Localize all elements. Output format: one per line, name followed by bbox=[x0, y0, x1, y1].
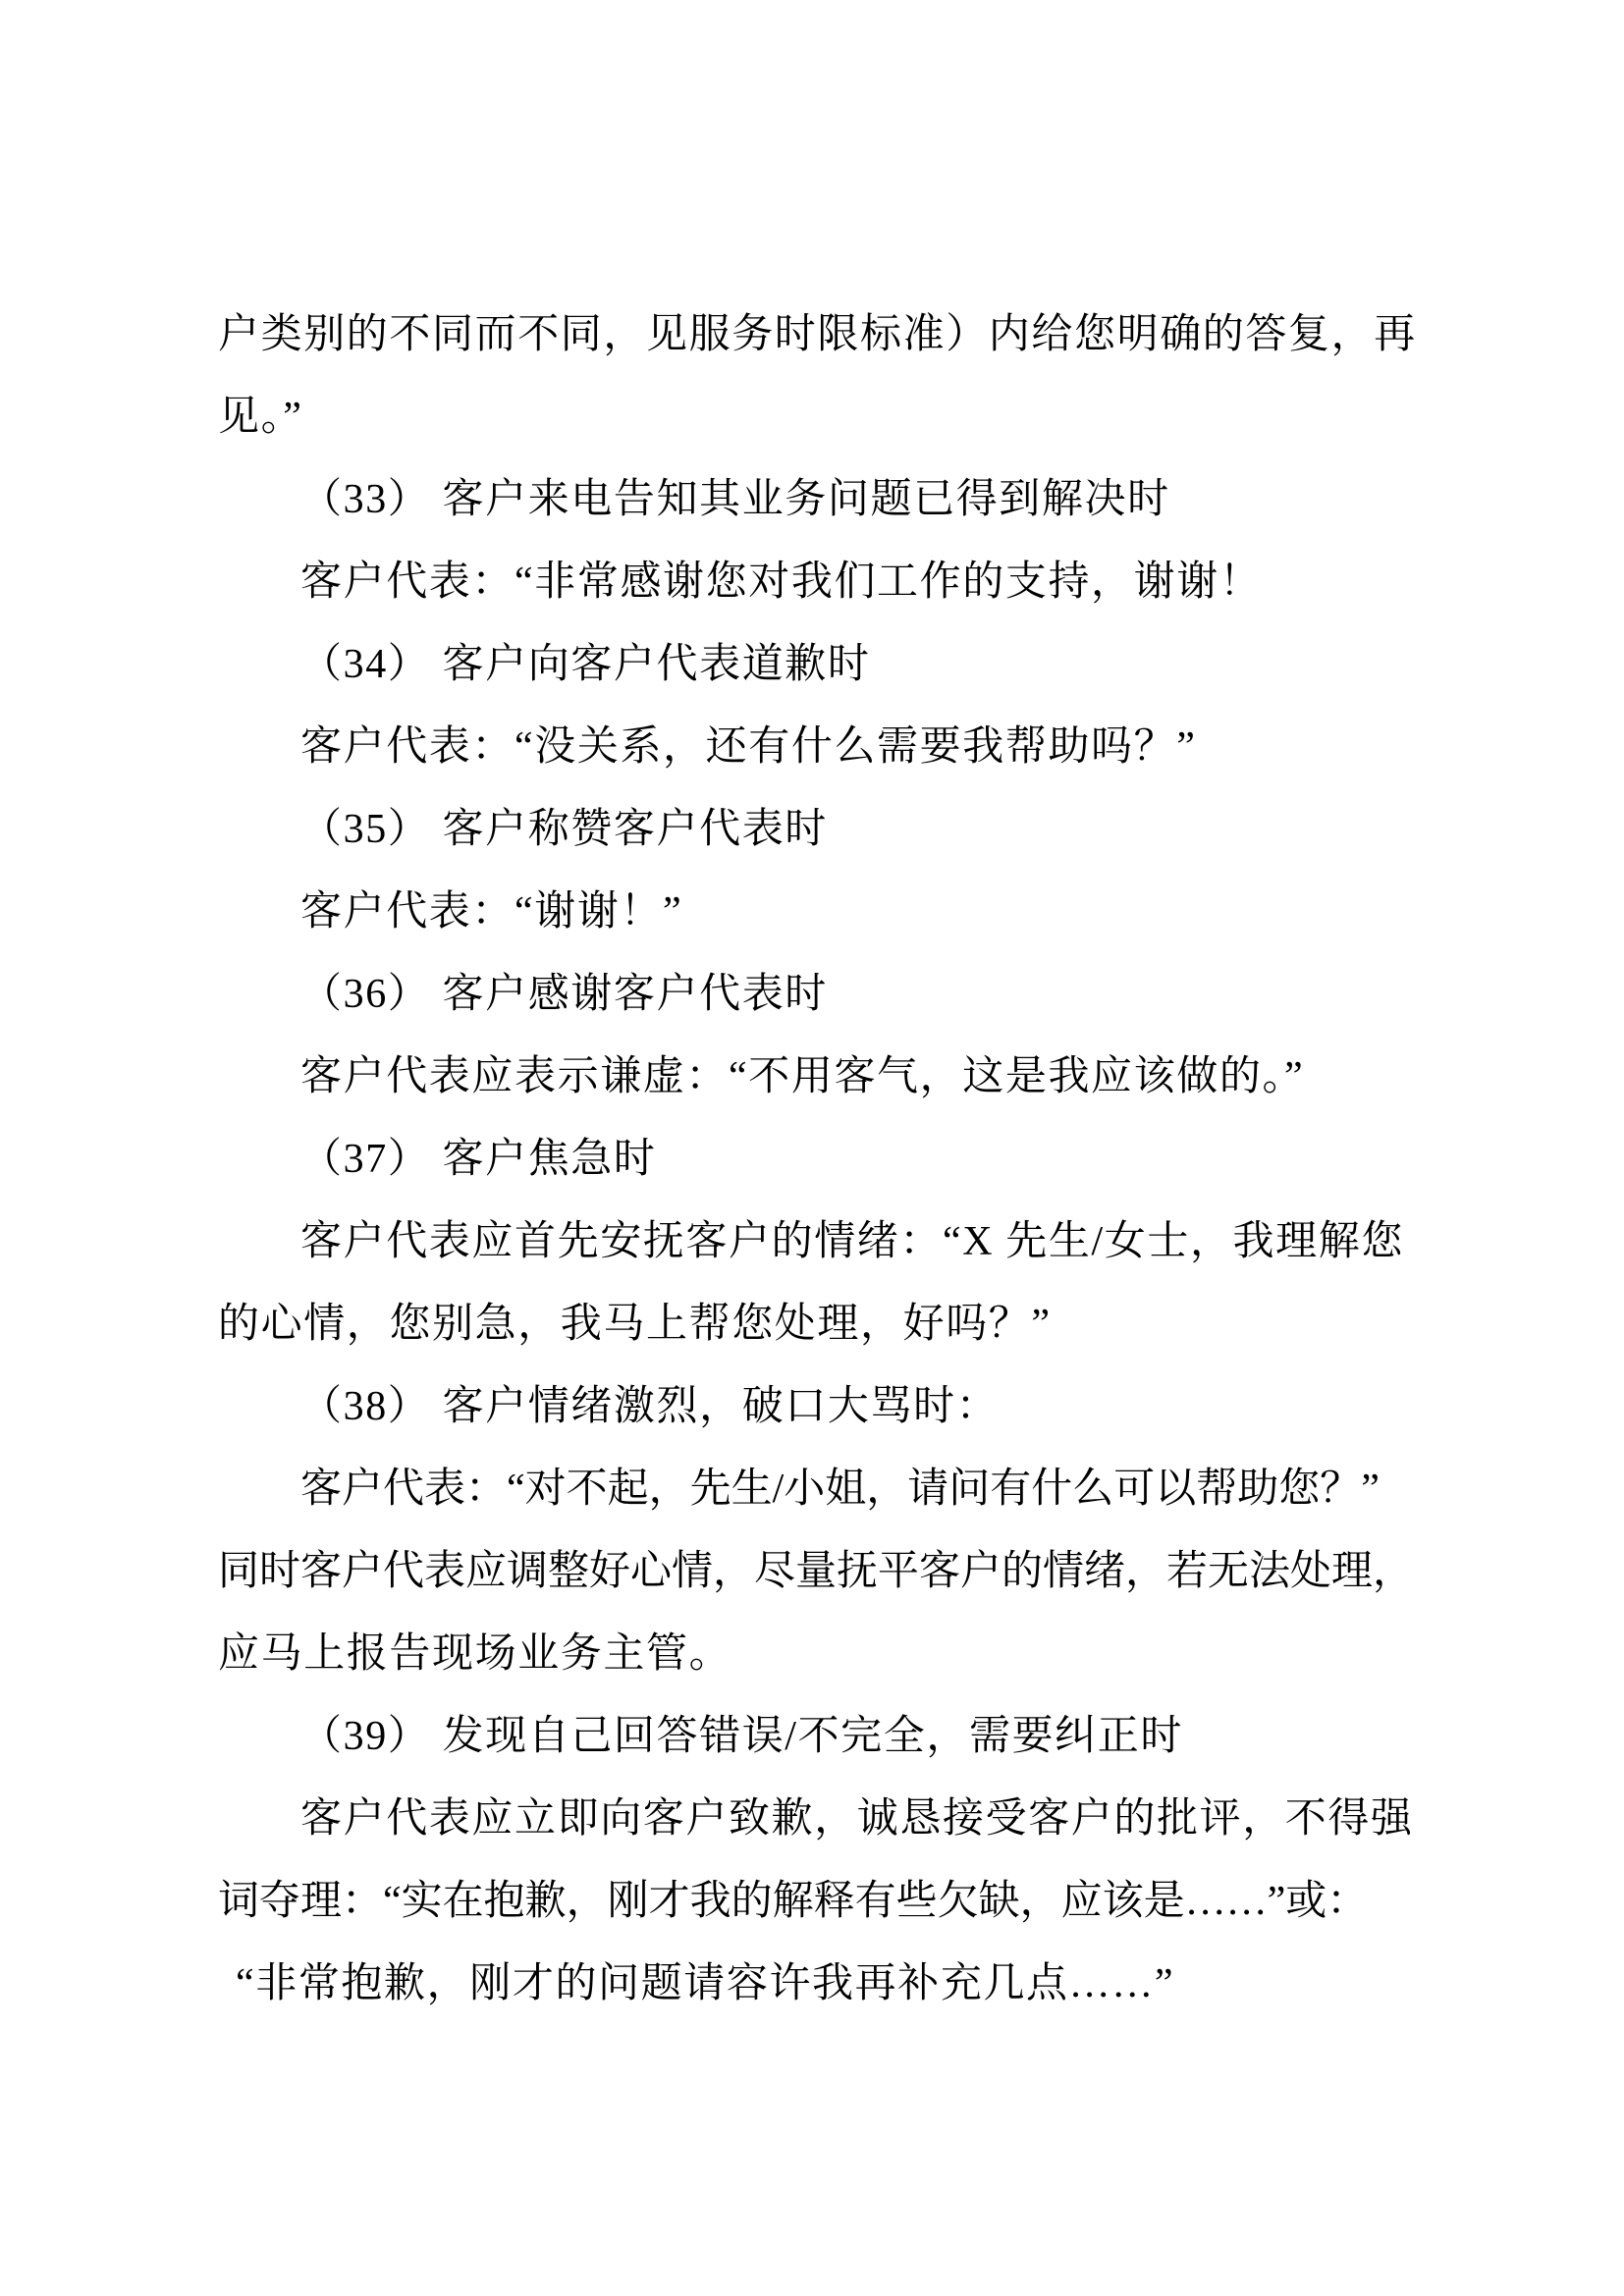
text-line-response-37: 客户代表应首先安抚客户的情绪：“X 先生/女士，我理解您 bbox=[300, 1219, 1404, 1264]
text-line-item-35: （35） 客户称赞客户代表时 bbox=[300, 807, 828, 852]
text-line-response-33: 客户代表：“非常感谢您对我们工作的支持，谢谢！ bbox=[300, 560, 1263, 605]
text-line-item-37: （37） 客户焦急时 bbox=[300, 1137, 657, 1182]
text-block bbox=[218, 294, 1418, 2025]
text-line-response-38-2: 同时客户代表应调整好心情，尽量抚平客户的情绪，若无法处理， bbox=[218, 1549, 1415, 1594]
text-line-item-38: （38） 客户情绪激烈，破口大骂时： bbox=[300, 1384, 1000, 1429]
text-line-response-39-3: “非常抱歉，刚才的问题请容许我再补充几点……” bbox=[236, 1961, 1175, 2006]
text-line-response-38-3: 应马上报告现场业务主管。 bbox=[218, 1631, 732, 1677]
text-line-response-39: 客户代表应立即向客户致歉，诚恳接受客户的批评，不得强 bbox=[300, 1796, 1414, 1842]
text-line-item-39: （39） 发现自己回答错误/不完全，需要纠正时 bbox=[300, 1714, 1183, 1759]
text-line-response-37-2: 的心情，您别急，我马上帮您处理，好吗？” bbox=[218, 1302, 1052, 1347]
text-line-response-35: 客户代表：“谢谢！” bbox=[300, 889, 683, 934]
text-line-item-33: （33） 客户来电告知其业务问题已得到解决时 bbox=[300, 477, 1170, 522]
text-line-response-36: 客户代表应表示谦虚：“不用客气，这是我应该做的。” bbox=[300, 1054, 1305, 1099]
text-line: 户类别的不同而不同，见服务时限标准）内给您明确的答复，再 bbox=[218, 312, 1417, 357]
text-line: 见。” bbox=[218, 395, 303, 440]
text-line-response-34: 客户代表：“没关系，还有什么需要我帮助吗？” bbox=[300, 724, 1197, 770]
text-line-item-36: （36） 客户感谢客户代表时 bbox=[300, 972, 828, 1017]
text-line-item-34: （34） 客户向客户代表道歉时 bbox=[300, 642, 871, 687]
text-line-response-38: 客户代表：“对不起，先生/小姐，请问有什么可以帮助您？” bbox=[300, 1467, 1380, 1512]
text-line-response-39-2: 词夺理：“实在抱歉，刚才我的解释有些欠缺，应该是……”或： bbox=[218, 1879, 1369, 1924]
